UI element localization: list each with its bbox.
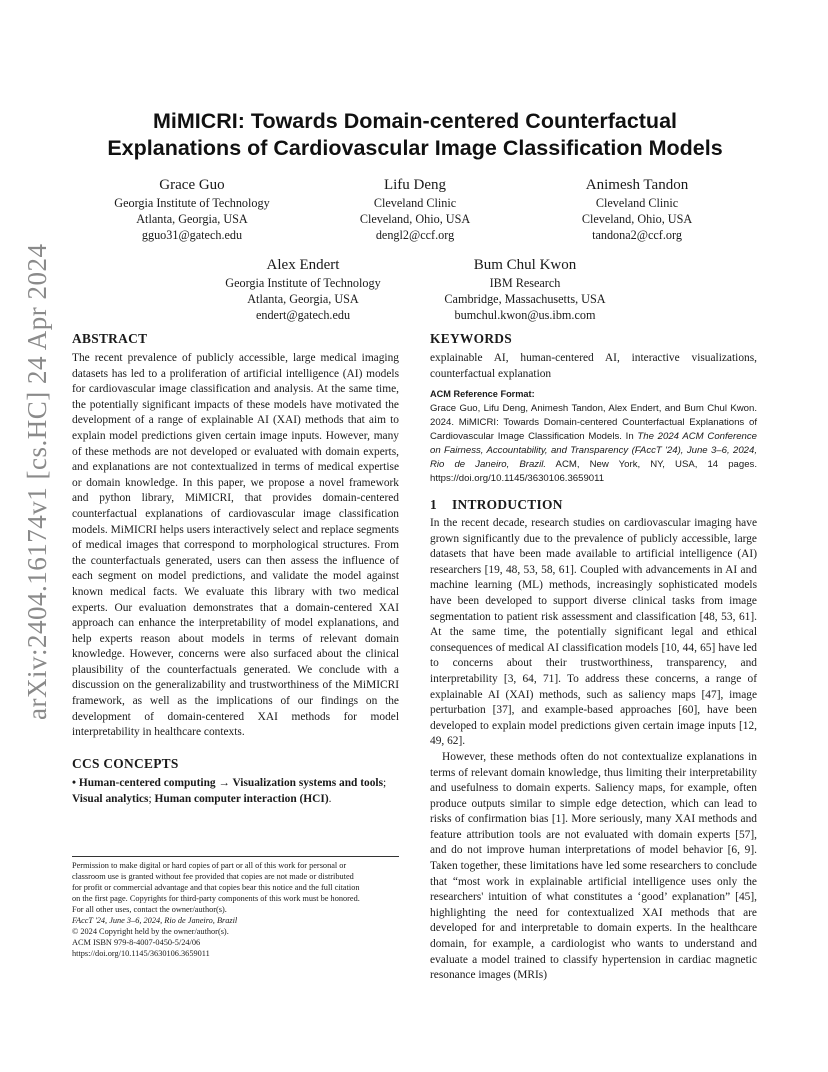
author-name: Lifu Deng [383, 177, 447, 193]
author-email: bumchul.kwon@us.ibm.com [454, 308, 596, 322]
introduction-body [430, 516, 757, 984]
section-title: INTRODUCTION [452, 497, 563, 512]
author-affiliation: Cleveland Clinic [373, 196, 457, 210]
title-line-2: Explanations of Cardiovascular Image Classification Models [107, 136, 723, 160]
ccs-separator: ; [148, 792, 155, 805]
author-name: Animesh Tandon [585, 177, 689, 193]
ccs-concept-tertiary: Human computer interaction (HCI) [154, 792, 329, 805]
author-block [193, 256, 413, 323]
author-name: Alex Endert [266, 257, 340, 273]
arxiv-identifier-stamp: arXiv:2404.16174v1 [cs.HC] 24 Apr 2024 [22, 243, 52, 720]
author-affiliation: Georgia Institute of Technology [225, 276, 381, 290]
ccs-concepts-heading: CCS CONCEPTS [72, 756, 179, 771]
ccs-separator: ; [383, 777, 387, 789]
footnote-line: on the first page. Copyrights for third-party components of this work must be honored. [72, 894, 360, 903]
abstract-body [72, 351, 399, 741]
keywords-heading: KEYWORDS [430, 331, 513, 346]
ccs-concept-secondary: Visual analytics [72, 792, 149, 805]
author-location: Atlanta, Georgia, USA [247, 292, 359, 306]
keywords-text: explainable AI, human-centered AI, interactive visualizations, counterfactual explanation [430, 352, 757, 380]
footnote-line: © 2024 Copyright held by the owner/author(s). [72, 927, 229, 936]
author-block [92, 176, 292, 243]
acm-reference-label: ACM Reference Format: [430, 389, 535, 399]
title-line-1: MiMICRI: Towards Domain-centered Counterfactual [152, 109, 677, 133]
copyright-footnote [72, 860, 402, 959]
author-name: Grace Guo [159, 177, 225, 193]
author-email: gguo31@gatech.edu [141, 228, 243, 242]
author-email: dengl2@ccf.org [375, 228, 455, 242]
ccs-concepts-text [72, 776, 399, 807]
author-block [315, 176, 515, 243]
author-affiliation: IBM Research [489, 276, 561, 290]
author-location: Cambridge, Massachusetts, USA [444, 292, 606, 306]
footnote-venue: FAccT '24, June 3–6, 2024, Rio de Janeiro, Brazil [72, 916, 238, 925]
abstract-heading: ABSTRACT [72, 331, 148, 346]
introduction-paragraph: However, these methods often do not contextualize explanations in terms of relevant domain knowledge, thus limiting their interpretability and usefulness to domain experts. Saliency maps, for example, often produce outputs similar to simple edge detection, which can lead to risks of confirmation bias [1]. More seriously, many XAI methods and feature attribution tools are not evaluated with domain experts [57], and do not improve human interpretations of model behavior [6, 9]. Taken together, these limitations have led some researchers to conclude that “most work in explainable artificial intelligence uses only the researchers' intuition of what constitutes a ‘good’ explanation” [45], highlighting the need for contextualized XAI methods that are developed for and interpretable to domain experts. In the healthcare domain, for example, a cardiologist who wants to understand and evaluate a model trained to classify hypertension in cardiac magnetic resonance images (MRIs) [430, 750, 757, 982]
ccs-concept-primary: • Human-centered computing → Visualization systems and tools [72, 777, 384, 789]
footnote-line: For all other uses, contact the owner/author(s). [72, 905, 227, 914]
footnote-line: ACM ISBN 979-8-4007-0450-5/24/06 [72, 938, 201, 947]
author-affiliation: Georgia Institute of Technology [114, 196, 270, 210]
author-name: Bum Chul Kwon [473, 257, 577, 273]
introduction-paragraph: In the recent decade, research studies on cardiovascular imaging have grown significantly due to the prevalence of publicly accessible, large datasets that have been made available to artificial intelligence (AI) researchers [19, 48, 53, 58, 61]. Coupled with advancements in AI and machine learning (ML) methods, increasingly sophisticated models have been developed to support diverse clinical tasks from image segmentation to patient risk assessment and classification [48, 53, 61]. At the same time, the potentially significant legal and ethical consequences of medical AI classification models [10, 44, 65] have led to concerns about their trustworthiness, transparency, and interpretability [3, 64, 71]. To address these concerns, a range of explainable AI (XAI) methods, such as saliency maps [47], image perturbation [37], and example-based approaches [60], have been developed to explain model predictions given certain image inputs [12, 49, 62]. [430, 517, 757, 748]
acm-reference-text: Grace Guo, Lifu Deng, Animesh Tandon, Alex Endert, and Bum Chul Kwon. 2024. MiMICRI: Towards Domain-centered Counterfactual Explanations of Cardiovascular Image Classification Models. In The 2024 ACM Conference on Fairness, Accountability, and Transparency (FAccT '24), June 3–6, 2024, Rio de Janeiro, Brazil. ACM, New York, NY, USA, 14 pages. https://doi.org/10.1145/3630106.3659011 [430, 403, 757, 484]
author-location: Atlanta, Georgia, USA [136, 212, 248, 226]
paper-title [70, 108, 760, 162]
author-location: Cleveland, Ohio, USA [581, 212, 693, 226]
author-block [537, 176, 737, 243]
footnote-rule [72, 856, 399, 857]
author-block [415, 256, 635, 323]
author-affiliation: Cleveland Clinic [595, 196, 679, 210]
footnote-line: for profit or commercial advantage and that copies bear this notice and the full citation [72, 883, 360, 892]
footnote-doi: https://doi.org/10.1145/3630106.3659011 [72, 949, 210, 958]
author-email: tandona2@ccf.org [592, 228, 682, 242]
introduction-heading [430, 497, 563, 513]
author-location: Cleveland, Ohio, USA [359, 212, 471, 226]
abstract-paragraph: The recent prevalence of publicly accessible, large medical imaging datasets has led to a proliferation of artificial intelligence (AI) models for cardiovascular image classification and analysis. At the same time, the potentially significant impacts of these models have motivated the development of a range of explainable AI (XAI) methods that aim to explain model predictions given certain image inputs. However, many of these methods are not developed or evaluated with domain experts, and explanations are not contextualized in terms of medical expertise or domain knowledge. In this paper, we propose a novel framework and python library, MiMICRI, that provides domain-centered counterfactual explanations of cardiovascular image classification models. MiMICRI helps users interactively select and replace segments of medical images that correspond to morphological structures. From the counterfactuals generated, users can then assess the influence of each segment on model predictions, and validate the model against known medical facts. We evaluate this library with two medical experts. Our evaluation demonstrates that a domain-centered XAI approach can enhance the interpretability of model explanations, and help experts reason about models in terms of relevant domain knowledge. However, concerns were also surfaced about the clinical plausibility of the counterfactuals generated. We conclude with a discussion on the generalizability and trustworthiness of the MiMICRI framework, as well as the implications of our findings on the development of domain-centered XAI methods for model interpretability in healthcare contexts. [72, 352, 399, 739]
footnote-line: classroom use is granted without fee provided that copies are not made or distributed [72, 872, 354, 881]
ccs-end: . [328, 792, 332, 805]
author-email: endert@gatech.edu [255, 308, 351, 322]
section-number: 1 [430, 497, 437, 512]
footnote-line: Permission to make digital or hard copies of part or all of this work for personal or [72, 861, 347, 870]
